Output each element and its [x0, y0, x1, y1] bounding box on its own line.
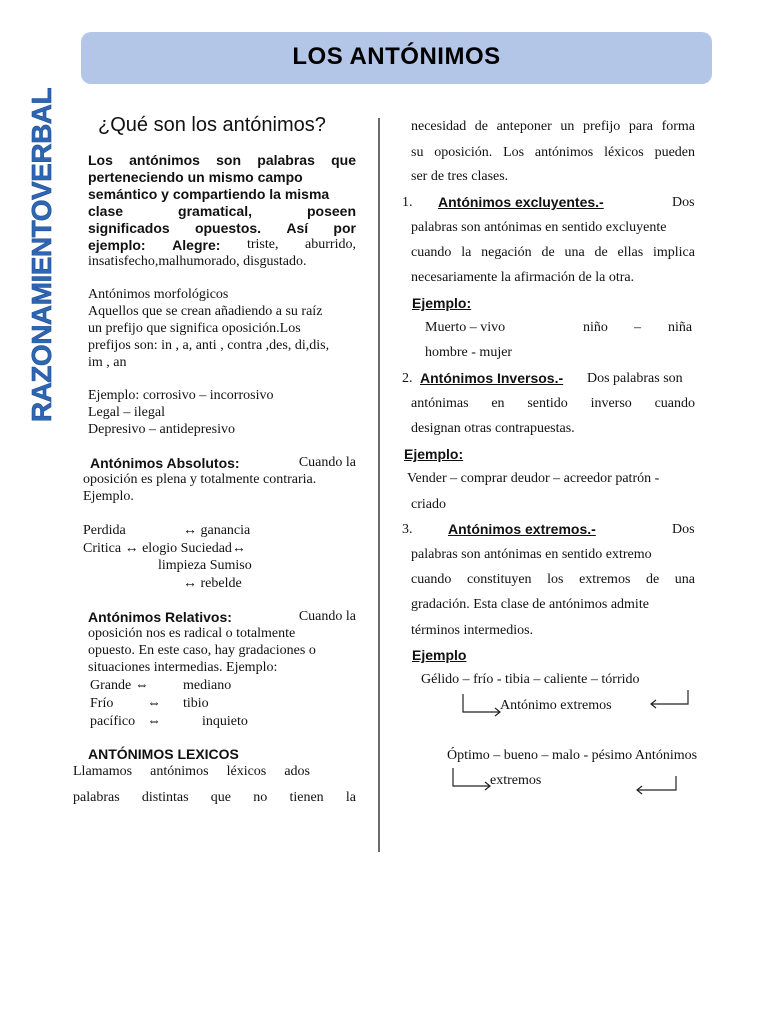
- item-example: Muerto – vivo: [425, 320, 506, 335]
- item-example: niño: [583, 320, 608, 335]
- item-example-note: extremos: [490, 773, 542, 788]
- definition-line: Los antónimos son palabras que: [88, 152, 356, 168]
- item-example: Gélido – frío - tibia – caliente – tórrido: [421, 672, 640, 687]
- morf-example: Depresivo – antidepresivo: [88, 422, 235, 437]
- bracket-arrow-icon: [634, 774, 680, 798]
- lex-text-line: palabras distintas que no tienen la: [73, 790, 356, 805]
- item-title-extremos: Antónimos extremos.-: [448, 521, 596, 537]
- item-title-inversos: Antónimos Inversos.-: [420, 370, 564, 386]
- abs-example: ↔ rebelde: [183, 576, 242, 591]
- item-example: niña: [668, 320, 693, 335]
- definition-line: semántico y compartiendo la misma: [88, 186, 330, 202]
- rel-example: ⇔: [147, 696, 161, 711]
- rel-example: Grande ⇔: [90, 678, 149, 693]
- section-title-absolutos: Antónimos Absolutos:: [90, 455, 240, 471]
- lex-text-line: Llamamos antónimos léxicos ados: [73, 764, 310, 779]
- item-text: antónimas en sentido inverso cuando: [411, 396, 695, 411]
- example-label: Ejemplo:: [404, 446, 464, 462]
- definition-line: perteneciendo un mismo campo: [88, 169, 303, 185]
- item-example: Vender – comprar deudor – acreedor patrón -: [407, 471, 660, 486]
- section-title-lexicos: ANTÓNIMOS LEXICOS: [88, 746, 239, 762]
- definition-line: significados opuestos. Así por: [88, 220, 356, 236]
- abs-example: ↔ ganancia: [183, 523, 251, 538]
- morf-text-line: prefijos son: in , a, anti , contra ,des, di,dis,: [88, 338, 330, 353]
- column-divider: [378, 118, 380, 852]
- definition-line: ejemplo: Alegre: triste, aburrido,: [88, 237, 356, 253]
- item-text: designan otras contrapuestas.: [411, 421, 575, 436]
- morf-text-line: Aquellos que se crean añadiendo a su raíz: [88, 304, 323, 319]
- right-text-line: su oposición. Los antónimos léxicos pueden: [411, 145, 695, 160]
- section-title-morfologicos: Antónimos morfológicos: [88, 287, 229, 302]
- item-example: criado: [411, 497, 446, 512]
- definition-line: insatisfecho,malhumorado, disgustado.: [88, 254, 307, 269]
- item-example: Óptimo – bueno – malo - pésimo Antónimos: [447, 748, 698, 763]
- example-label: Ejemplo:: [412, 295, 472, 311]
- abs-example: limpieza Sumiso: [158, 558, 252, 573]
- right-text-line: ser de tres clases.: [411, 169, 509, 184]
- section-title-relativos: Antónimos Relativos:: [88, 609, 232, 625]
- morf-text-line: un prefijo que significa oposición.Los: [88, 321, 301, 336]
- right-text-line: necesidad de anteponer un prefijo para forma: [411, 119, 695, 134]
- item-number: 1.: [402, 195, 413, 210]
- rel-example: pacífico: [90, 714, 136, 729]
- morf-text-line: im , an: [88, 355, 127, 370]
- item-text: necesariamente la afirmación de la otra.: [411, 270, 635, 285]
- bracket-arrow-icon: [448, 766, 498, 790]
- rel-heading-line: Antónimos Relativos: Cuando la: [88, 609, 356, 625]
- definition-line: clase gramatical, poseen: [88, 203, 356, 219]
- item-text: gradación. Esta clase de antónimos admite: [411, 597, 649, 612]
- morf-example: Ejemplo: corrosivo – incorrosivo: [88, 388, 274, 403]
- item-number: 3.: [402, 522, 413, 537]
- item-example: –: [634, 320, 641, 335]
- title-banner: [81, 32, 712, 84]
- item-title-excluyentes: Antónimos excluyentes.-: [438, 194, 604, 210]
- item-text: Dos: [672, 195, 695, 210]
- abs-example: Critica ↔ elogio Suciedad↔: [83, 541, 246, 556]
- bracket-arrow-icon: [648, 688, 692, 712]
- item-text: palabras son antónimas en sentido extremo: [411, 547, 652, 562]
- question-heading: ¿Qué son los antónimos?: [98, 114, 326, 136]
- rel-example: inquieto: [202, 714, 248, 729]
- abs-heading-line: Antónimos Absolutos: Cuando la: [90, 455, 356, 471]
- item-text: Dos palabras son: [587, 371, 683, 386]
- item-text: cuando constituyen los extremos de una: [411, 572, 695, 587]
- abs-text-line: oposición es plena y totalmente contraria.: [83, 472, 317, 487]
- rel-text-line: situaciones intermedias. Ejemplo:: [88, 660, 278, 675]
- item-example-note: Antónimo extremos: [500, 698, 612, 713]
- bracket-arrow-icon: [458, 692, 508, 716]
- abs-example: Perdida: [83, 523, 126, 538]
- side-label-text: RAZONAMIENTOVERBAL: [26, 87, 58, 423]
- side-label: [24, 87, 60, 423]
- rel-text-line: oposición nos es radical o totalmente: [88, 626, 296, 641]
- item-text: Dos: [672, 522, 695, 537]
- rel-text-line: opuesto. En este caso, hay gradaciones o: [88, 643, 316, 658]
- page-title: LOS ANTÓNIMOS: [292, 43, 501, 70]
- item-text: palabras son antónimas en sentido excluyente: [411, 220, 667, 235]
- item-text: términos intermedios.: [411, 623, 534, 638]
- example-label: Ejemplo: [412, 647, 467, 663]
- morf-example: Legal – ilegal: [88, 405, 165, 420]
- rel-example: mediano: [183, 678, 232, 693]
- rel-example: Frío: [90, 696, 114, 711]
- rel-example: ⇔: [147, 714, 161, 729]
- item-number: 2.: [402, 371, 413, 386]
- item-example: hombre - mujer: [425, 345, 513, 360]
- item-text: cuando la negación de una de ellas implica: [411, 245, 695, 260]
- abs-text-line: Ejemplo.: [83, 489, 134, 504]
- rel-example: tibio: [183, 696, 209, 711]
